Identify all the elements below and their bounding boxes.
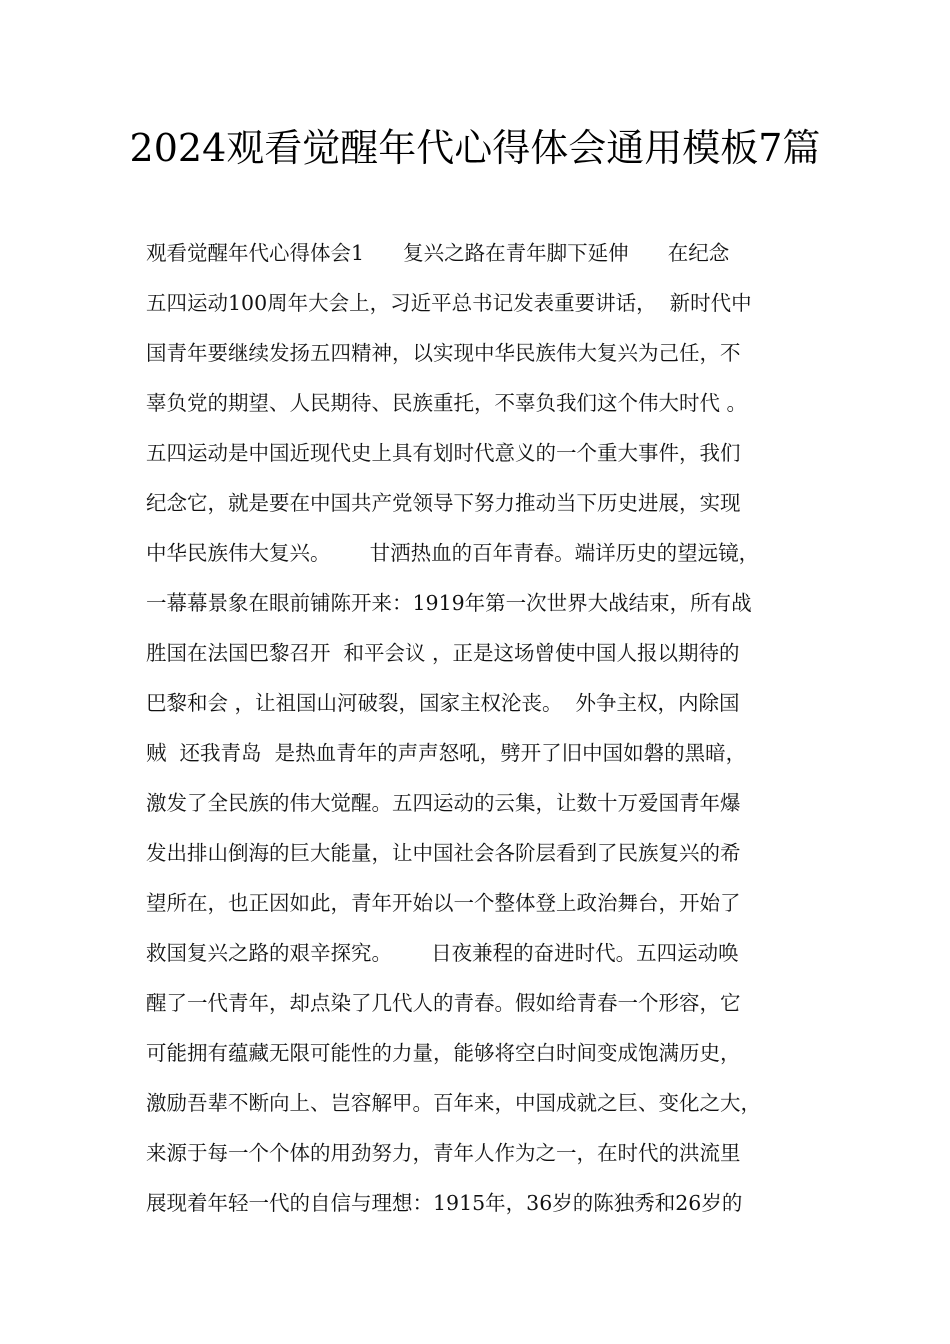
body-line: 发出排山倒海的巨大能量，让中国社会各阶层看到了民族复兴的希 bbox=[146, 841, 741, 865]
body-line: 国青年要继续发扬五四精神，以实现中华民族伟大复兴为己任，不 bbox=[146, 341, 741, 365]
body-line: 来源于每一个个体的用劲努力，青年人作为之一，在时代的洪流里 bbox=[146, 1141, 741, 1165]
body-line: 望所在，也正因如此，青年开始以一个整体登上政治舞台，开始了 bbox=[146, 891, 741, 915]
document-body bbox=[146, 228, 826, 1228]
body-line: 纪念它，就是要在中国共产党领导下努力推动当下历史进展，实现 bbox=[146, 491, 741, 515]
body-line: 贼 还我青岛 是热血青年的声声怒吼，劈开了旧中国如磐的黑暗， bbox=[146, 741, 747, 765]
body-line: 可能拥有蕴藏无限可能性的力量，能够将空白时间变成饱满历史， bbox=[146, 1041, 741, 1065]
body-line: 激发了全民族的伟大觉醒。五四运动的云集，让数十万爱国青年爆 bbox=[146, 791, 741, 815]
body-line: 五四运动是中国近现代史上具有划时代意义的一个重大事件，我们 bbox=[146, 441, 741, 465]
body-line: 一幕幕景象在眼前铺陈开来：1919年第一次世界大战结束，所有战 bbox=[146, 591, 752, 615]
body-line: 激励吾辈不断向上、岂容解甲。百年来，中国成就之巨、变化之大， bbox=[146, 1091, 761, 1115]
body-line: 醒了一代青年，却点染了几代人的青春。假如给青春一个形容，它 bbox=[146, 991, 741, 1015]
body-line: 辜负党的期望、人民期待、民族重托，不辜负我们这个伟大时代 。 bbox=[146, 391, 748, 415]
body-line: 巴黎和会 ，让祖国山河破裂，国家主权沦丧。 外争主权，内除国 bbox=[146, 691, 740, 715]
body-line: 胜国在法国巴黎召开 和平会议 ，正是这场曾使中国人报以期待的 bbox=[146, 641, 740, 665]
body-line: 五四运动100周年大会上，习近平总书记发表重要讲话， 新时代中 bbox=[146, 291, 752, 315]
body-line: 展现着年轻一代的自信与理想：1915年，36岁的陈独秀和26岁的 bbox=[146, 1191, 743, 1215]
body-line: 救国复兴之路的艰辛探究。 日夜兼程的奋进时代。五四运动唤 bbox=[146, 941, 739, 965]
body-line: 中华民族伟大复兴。 甘洒热血的百年青春。端详历史的望远镜， bbox=[146, 541, 760, 565]
document-title: 2024观看觉醒年代心得体会通用模板7篇 bbox=[129, 126, 821, 170]
body-line: 观看觉醒年代心得体会1 复兴之路在青年脚下延伸 在纪念 bbox=[146, 241, 730, 265]
